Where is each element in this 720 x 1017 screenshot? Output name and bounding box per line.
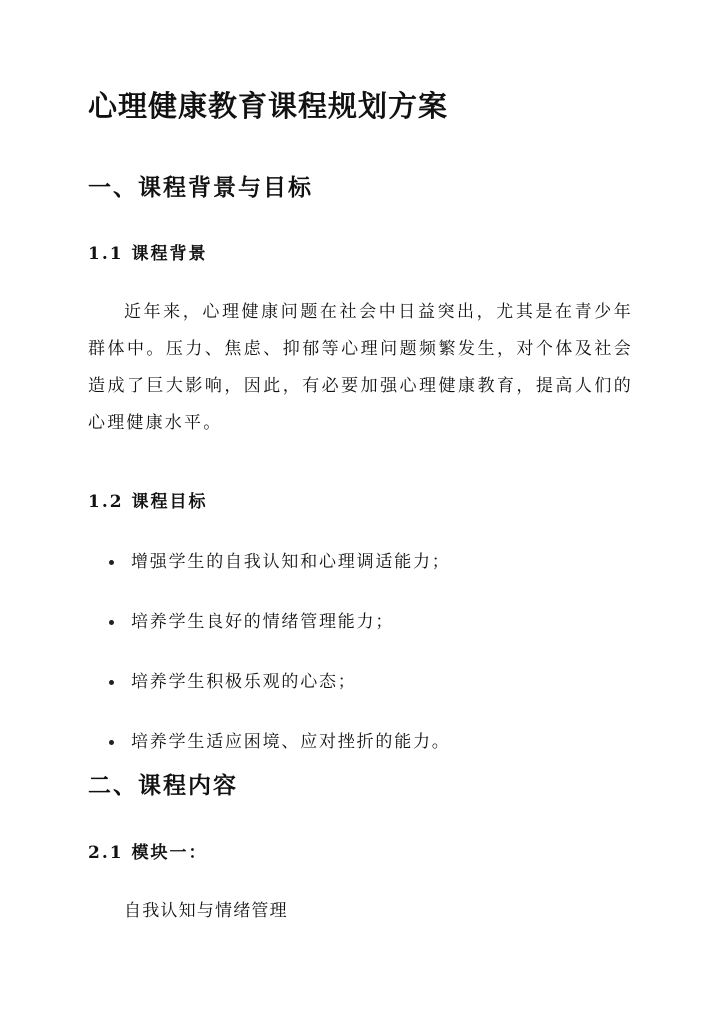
document-title: 心理健康教育课程规划方案 [88, 89, 449, 123]
section-heading-background-goals: 一、课程背景与目标 [88, 174, 313, 201]
bullet-icon [109, 740, 114, 745]
list-item-text: 培养学生积极乐观的心态； [131, 672, 357, 692]
bullet-icon [109, 620, 114, 625]
bullet-icon [109, 680, 114, 685]
subsection-heading-module-one: 2.1 模块一： [88, 843, 208, 863]
bullet-icon [109, 560, 114, 565]
list-item-text: 培养学生适应困境、应对挫折的能力。 [131, 732, 451, 752]
subsection-heading-background: 1.1 课程背景 [88, 244, 208, 264]
section-heading-course-content: 二、课程内容 [88, 772, 238, 799]
list-item-text: 培养学生良好的情绪管理能力； [131, 612, 395, 632]
background-paragraph: 近年来，心理健康问题在社会中日益突出，尤其是在青少年群体中。压力、焦虑、抑郁等心理问题频繁发生，对个体及社会造成了巨大影响，因此，有必要加强心理健康教育，提高人们的心理健康水平。 [88, 302, 633, 433]
list-item-text: 增强学生的自我认知和心理调适能力； [131, 552, 451, 572]
subsection-heading-goals: 1.2 课程目标 [88, 492, 208, 512]
module-one-title: 自我认知与情绪管理 [124, 901, 288, 921]
